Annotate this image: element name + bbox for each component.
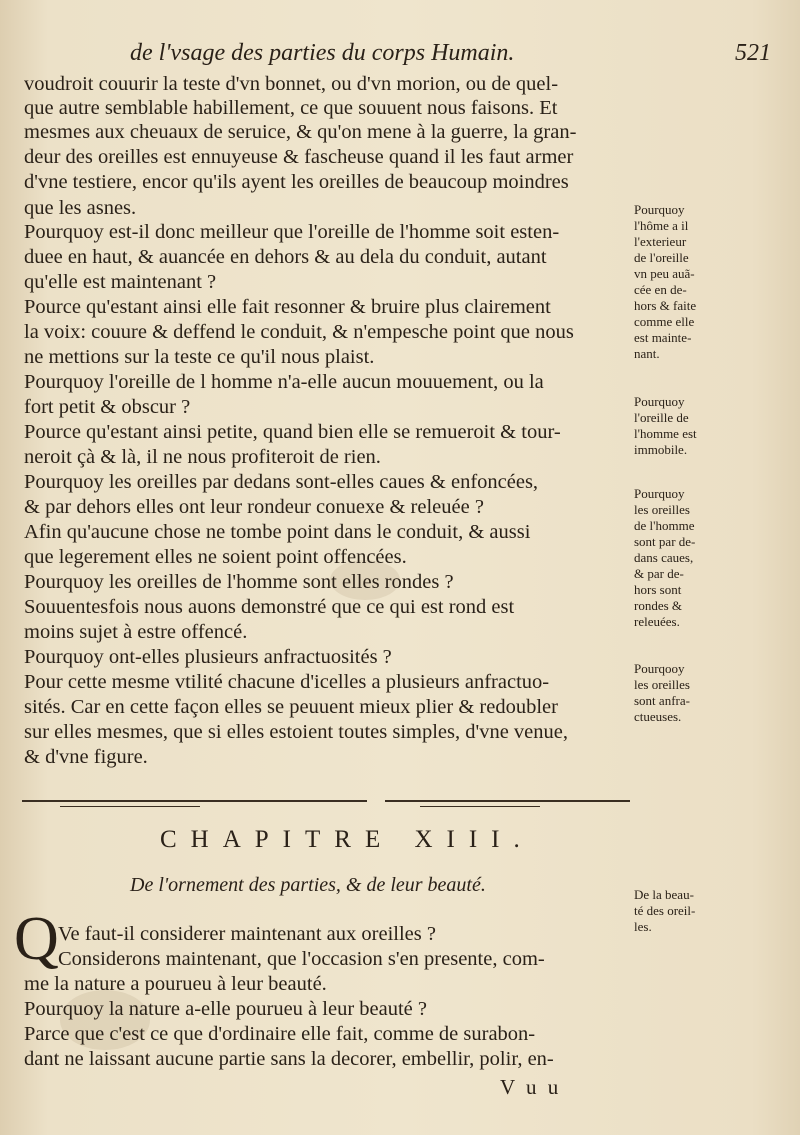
running-title: de l'vsage des parties du corps Humain. xyxy=(130,40,515,66)
margin-note-line: sont anfra- xyxy=(634,693,690,708)
text-line: que legerement elles ne soient point offencées. xyxy=(24,546,407,568)
chapter-title: CHAPITRE XIII. xyxy=(160,826,534,853)
margin-note-line: l'exterieur xyxy=(634,234,687,249)
running-header xyxy=(0,40,800,74)
margin-note-line: rondes & xyxy=(634,598,683,613)
text-line: Pourquoy les oreilles de l'homme sont elles rondes ? xyxy=(24,571,454,593)
text-line: & d'vne figure. xyxy=(24,746,148,768)
text-line: Afin qu'aucune chose ne tombe point dans le conduit, & aussi xyxy=(24,521,531,543)
text-line: Ve faut-il considerer maintenant aux oreilles ? xyxy=(58,923,436,945)
text-line: neroit çà & là, il ne nous profiteroit de rien. xyxy=(24,446,381,468)
margin-note-line: de l'oreille xyxy=(634,250,689,265)
text-line: Pourquoy les oreilles par dedans sont-elles caues & enfoncées, xyxy=(24,471,539,493)
margin-note-line: & par de- xyxy=(634,566,684,581)
margin-note-line: est mainte- xyxy=(634,330,692,345)
margin-note-line: l'oreille de xyxy=(634,410,689,425)
text-line: Pourquoy l'oreille de l homme n'a-elle aucun mouuement, ou la xyxy=(24,371,544,393)
margin-note-line: Pourquoy xyxy=(634,202,685,217)
text-line: Pour cette mesme vtilité chacune d'icelles a plusieurs anfractuo- xyxy=(24,671,550,693)
text-line: ne mettions sur la teste ce qu'il nous plaist. xyxy=(24,346,375,368)
section-rule xyxy=(22,800,367,802)
margin-note-line: sont par de- xyxy=(634,534,696,549)
text-line: sités. Car en cette façon elles se peuuent mieux plier & redoubler xyxy=(24,696,558,718)
text-line: que les asnes. xyxy=(24,197,137,219)
text-line: & par dehors elles ont leur rondeur conuexe & releuée ? xyxy=(24,496,484,518)
margin-note-line: de l'homme xyxy=(634,518,695,533)
margin-note-line: l'hôme a il xyxy=(634,218,689,233)
page-number: 521 xyxy=(735,40,771,66)
text-line: mesmes aux cheuaux de seruice, & qu'on mene à la guerre, la gran- xyxy=(24,121,577,143)
text-line: Considerons maintenant, que l'occasion s'en presente, com- xyxy=(58,948,545,970)
drop-cap: Q xyxy=(14,905,59,973)
margin-note-line: les oreilles xyxy=(634,502,690,517)
margin-note-line: l'homme est xyxy=(634,426,697,441)
catchword: V u u xyxy=(500,1075,562,1099)
text-line: moins sujet à estre offencé. xyxy=(24,621,248,643)
margin-note-line: Pourquoy xyxy=(634,486,685,501)
text-line: Pource qu'estant ainsi elle fait resonner & bruire plus clairement xyxy=(24,296,551,318)
text-line: voudroit couurir la teste d'vn bonnet, ou d'vn morion, ou de quel- xyxy=(24,73,559,95)
margin-note-line: hors & faite xyxy=(634,298,697,313)
margin-note-line: comme elle xyxy=(634,314,695,329)
text-line: Parce que c'est ce que d'ordinaire elle fait, comme de surabon- xyxy=(24,1023,536,1045)
margin-note-line: Pourqooy xyxy=(634,661,685,676)
text-line: Pourquoy la nature a-elle pourueu à leur beauté ? xyxy=(24,998,427,1020)
margin-note-line: les oreilles xyxy=(634,677,690,692)
text-line: dant ne laissant aucune partie sans la decorer, embellir, polir, en- xyxy=(24,1048,554,1070)
text-line: Pourquoy ont-elles plusieurs anfractuosités ? xyxy=(24,646,392,668)
text-line: fort petit & obscur ? xyxy=(24,396,191,418)
section-rule xyxy=(385,800,630,802)
text-line: la voix: couure & deffend le conduit, & n'empesche point que nous xyxy=(24,321,574,343)
margin-note-line: vn peu auã- xyxy=(634,266,695,281)
text-line: duee en haut, & auancée en dehors & au dela du conduit, autant xyxy=(24,246,547,268)
text-line: d'vne testiere, encor qu'ils ayent les oreilles de beaucoup moindres xyxy=(24,171,569,193)
text-line: me la nature a pourueu à leur beauté. xyxy=(24,973,327,995)
margin-note-line: Pourquoy xyxy=(634,394,685,409)
margin-note-line: immobile. xyxy=(634,442,688,457)
margin-note-line: nant. xyxy=(634,346,660,361)
text-line: sur elles mesmes, que si elles estoient toutes simples, d'vne venue, xyxy=(24,721,568,743)
margin-note-line: hors sont xyxy=(634,582,682,597)
section-rule xyxy=(420,806,540,807)
text-line: deur des oreilles est ennuyeuse & fascheuse quand il les faut armer xyxy=(24,146,574,168)
margin-note-line: De la beau- xyxy=(634,887,694,902)
margin-note-line: les. xyxy=(634,919,652,934)
text-line: Souuentesfois nous auons demonstré que ce qui est rond est xyxy=(24,596,515,618)
chapter-subtitle: De l'ornement des parties, & de leur beauté. xyxy=(130,874,486,896)
margin-note-line: cée en de- xyxy=(634,282,687,297)
margin-note-line: releuées. xyxy=(634,614,680,629)
margin-note-line: ctueuses. xyxy=(634,709,682,724)
text-line: qu'elle est maintenant ? xyxy=(24,271,217,293)
text-line: Pourquoy est-il donc meilleur que l'oreille de l'homme soit esten- xyxy=(24,221,560,243)
margin-note-line: té des oreil- xyxy=(634,903,696,918)
text-line: Pource qu'estant ainsi petite, quand bien elle se remueroit & tour- xyxy=(24,421,561,443)
text-line: que autre semblable habillement, ce que souuent nous faisons. Et xyxy=(24,97,558,119)
section-rule xyxy=(60,806,200,807)
margin-note-line: dans caues, xyxy=(634,550,694,565)
